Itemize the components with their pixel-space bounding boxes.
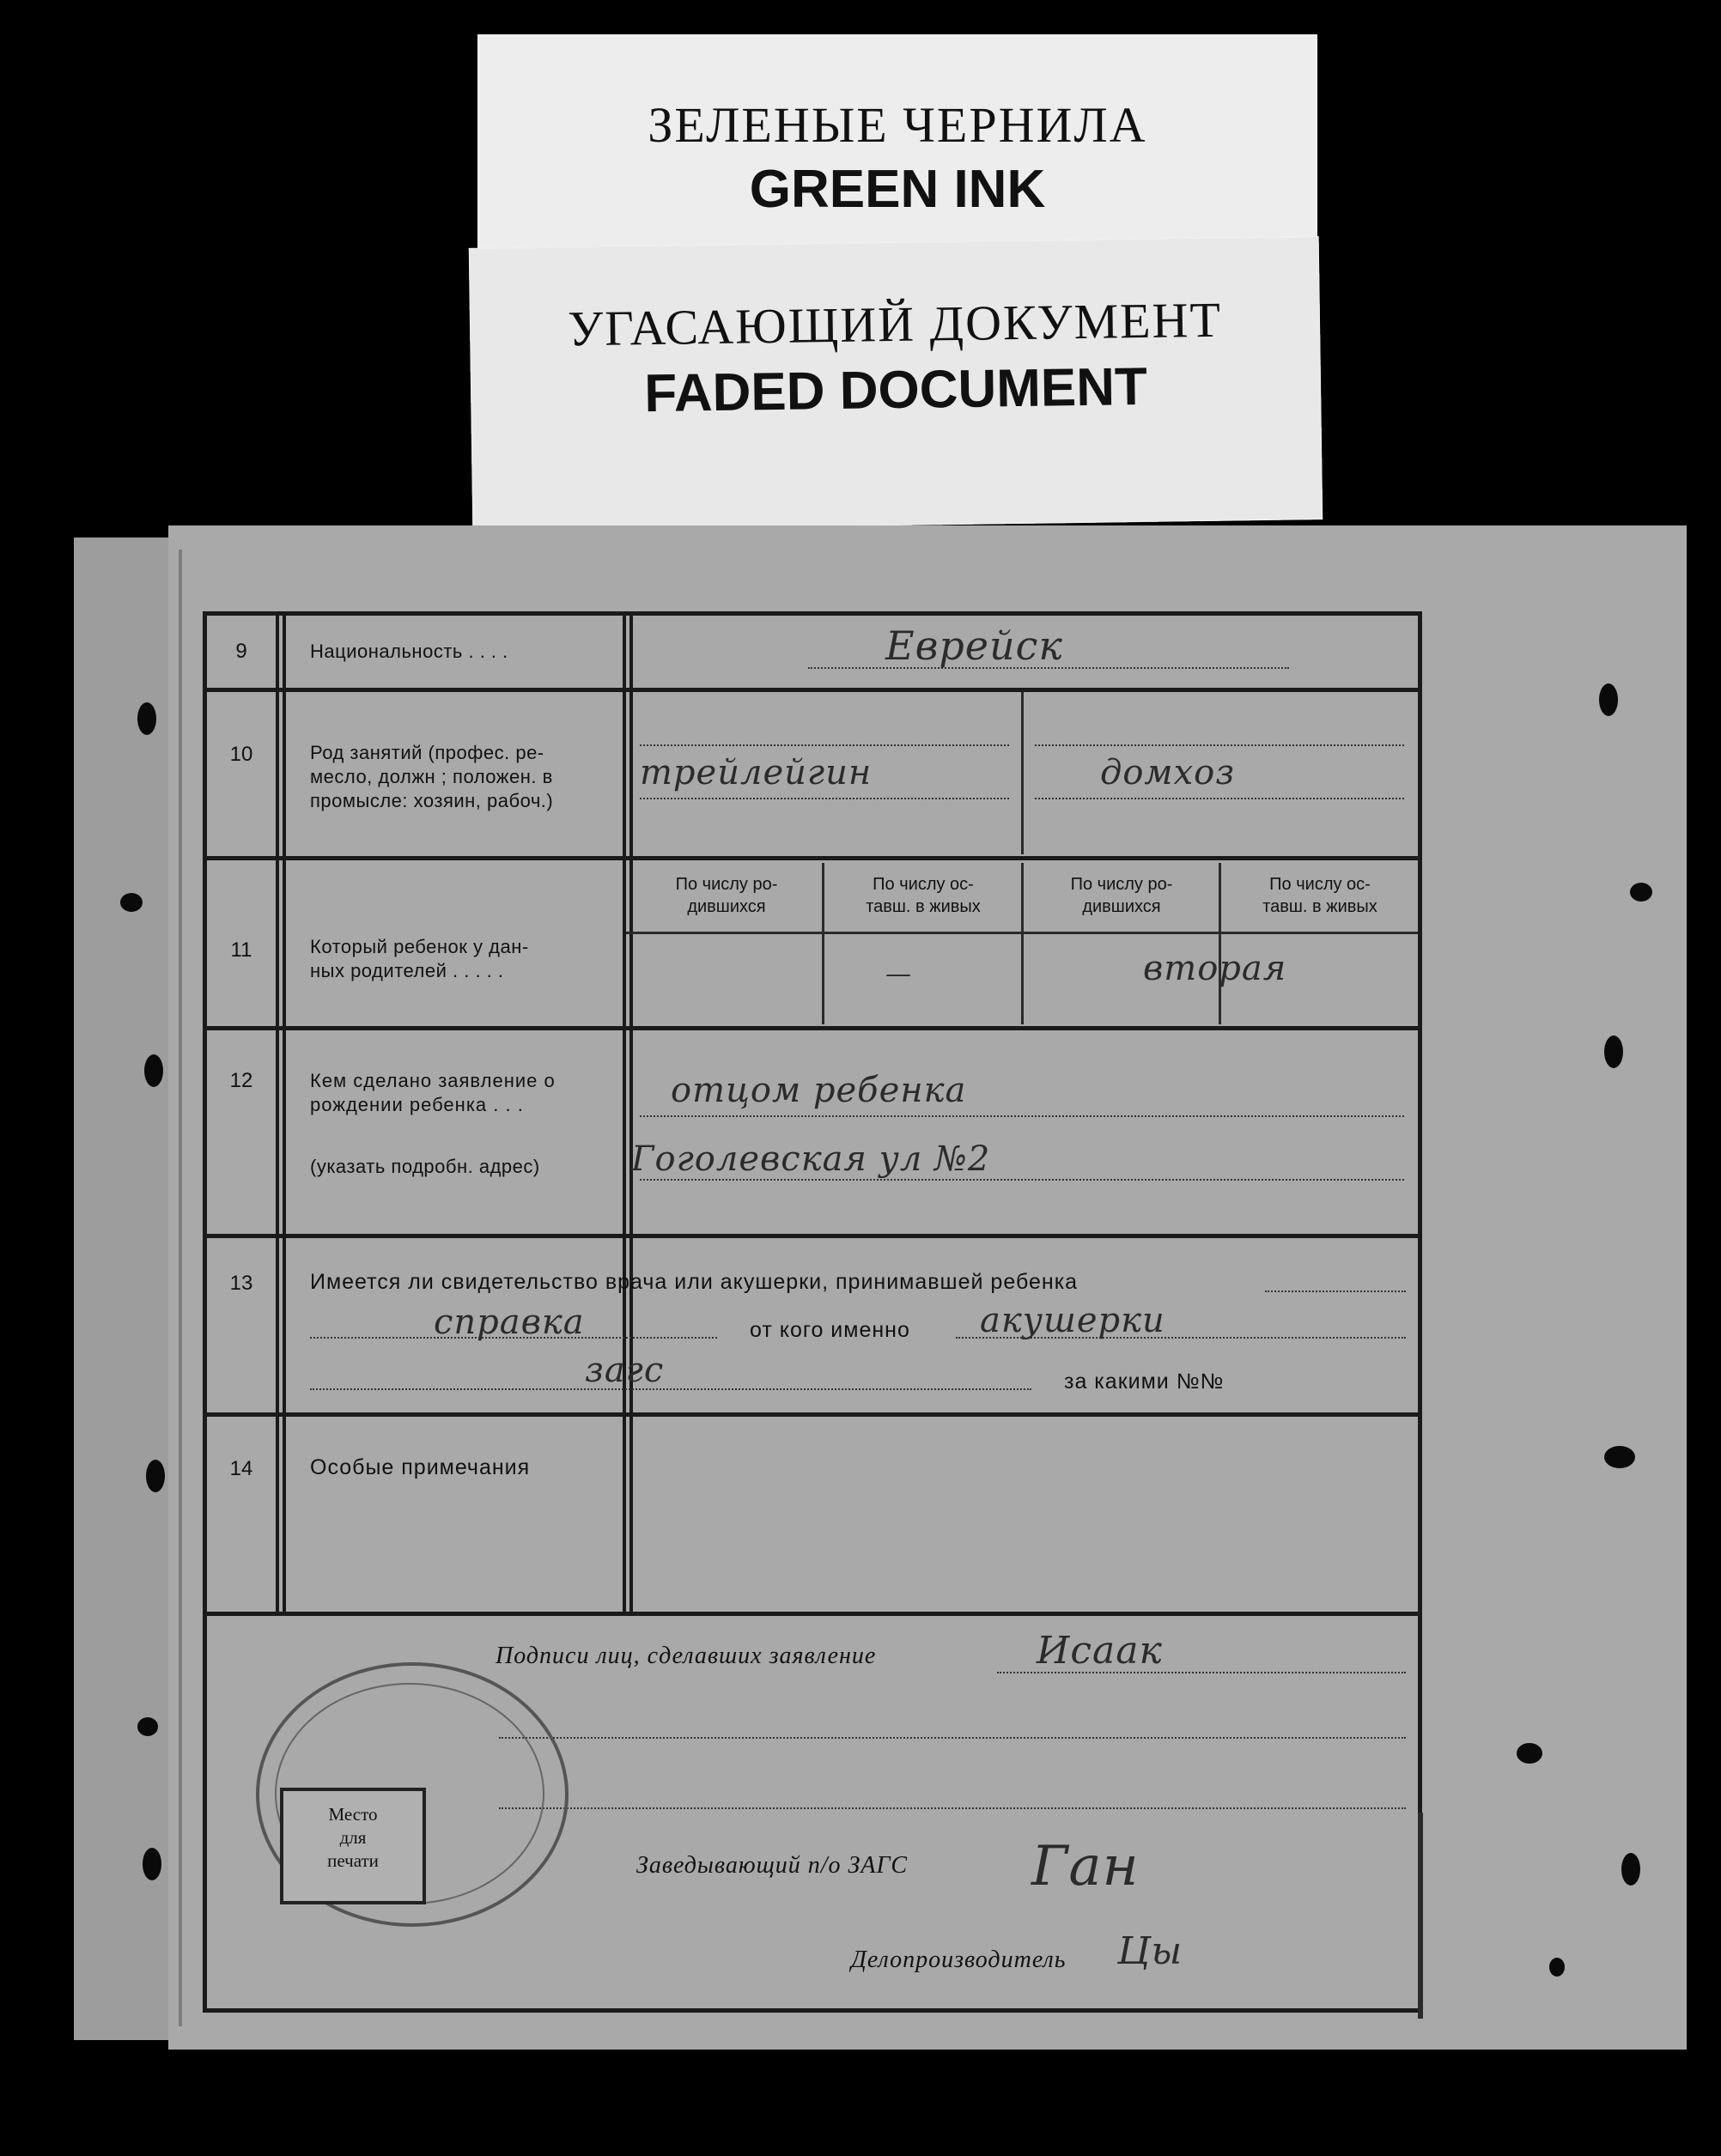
row-14-number: 14 (229, 1457, 253, 1480)
nationality-value: Еврейск (885, 623, 1063, 669)
occupation-label-line-3: промысле: хозяин, рабоч.) (310, 790, 554, 811)
green-ink-label-ru: ЗЕЛЕНЫЕ ЧЕРНИЛА (648, 97, 1147, 153)
row-13-number: 13 (229, 1272, 253, 1295)
punch-hole (1630, 883, 1652, 902)
punch-hole (144, 1054, 163, 1087)
declarant-value: отцом ребенка (671, 1071, 967, 1110)
clerk-label: Делопроизводитель (851, 1946, 1067, 1973)
row-11-number: 11 (230, 938, 252, 962)
certificate-question: Имеется ли свидетельство врача или акушерки, принимавшей ребенка (310, 1270, 1079, 1294)
child-order-value: вторая (1143, 949, 1287, 988)
punch-hole (143, 1848, 161, 1880)
declarant-signature: Исаак (1037, 1629, 1163, 1673)
certificate-numbers-label: за какими №№ (1064, 1370, 1225, 1394)
green-ink-label-en: GREEN INK (749, 160, 1046, 219)
punch-hole (137, 1717, 158, 1736)
punch-hole (1599, 683, 1618, 716)
certificate-issuer-value: загс (585, 1351, 665, 1390)
col-header-alive-1: По числу ос- тавш. в живых (866, 875, 981, 916)
from-whom-label: от кого именно (750, 1318, 910, 1342)
nationality-label: Национальность . . . . (310, 641, 508, 662)
col-header-alive-2: По числу ос- тавш. в живых (1262, 875, 1377, 916)
row-12-number: 12 (229, 1069, 253, 1092)
mother-occupation-value: домхоз (1100, 753, 1236, 793)
punch-hole (1549, 1958, 1565, 1977)
declarant-address-label: (указать подробн. адрес) (310, 1156, 540, 1177)
punch-hole (1604, 1035, 1623, 1068)
certificate-value: справка (434, 1303, 585, 1342)
occupation-label-line-2: месло, должн ; положен. в (310, 766, 553, 787)
punch-hole (1621, 1853, 1640, 1886)
row-10-number: 10 (229, 743, 253, 766)
faded-document-label-ru: УГАСАЮЩИЙ ДОКУМЕНТ (567, 291, 1223, 357)
declarant-label-line-1: Кем сделано заявление о (310, 1070, 556, 1091)
registry-head-signature: Ган (1031, 1835, 1140, 1898)
punch-hole (137, 702, 156, 735)
seal-place-line-2: для (339, 1827, 367, 1848)
punch-hole (146, 1460, 165, 1492)
signatures-label: Подписи лиц, сделавших заявление (496, 1643, 877, 1669)
clerk-signature: Цы (1117, 1929, 1183, 1973)
faded-document-slip (469, 236, 1323, 531)
col-header-born-2: По числу ро- дившихся (1070, 875, 1173, 916)
from-whom-value: акушерки (980, 1301, 1165, 1340)
seal-place-line-1: Место (328, 1804, 378, 1825)
child-order-dash: — (885, 959, 912, 989)
seal-place-line-3: печати (327, 1850, 379, 1871)
declarant-address-value: Гоголевская ул №2 (631, 1139, 991, 1179)
seal-place-box (280, 1788, 426, 1904)
father-occupation-value: трейлейгин (640, 753, 873, 793)
punch-hole (1517, 1743, 1542, 1764)
punch-hole (120, 893, 143, 912)
faded-document-label-en: FADED DOCUMENT (643, 356, 1148, 424)
declarant-label-line-2: рождении ребенка . . . (310, 1094, 524, 1115)
special-notes-label: Особые примечания (310, 1455, 531, 1479)
fold-line (179, 550, 182, 2026)
registry-head-label: Заведывающий п/о ЗАГС (636, 1852, 909, 1879)
occupation-label-line-1: Род занятий (профес. ре- (310, 742, 544, 763)
child-order-label-line-1: Который ребенок у дан- (310, 936, 529, 957)
child-order-label-line-2: ных родителей . . . . . (310, 960, 504, 981)
col-header-born-1: По числу ро- дившихся (675, 875, 778, 916)
row-9-number: 9 (235, 640, 247, 663)
punch-hole (1604, 1446, 1635, 1468)
